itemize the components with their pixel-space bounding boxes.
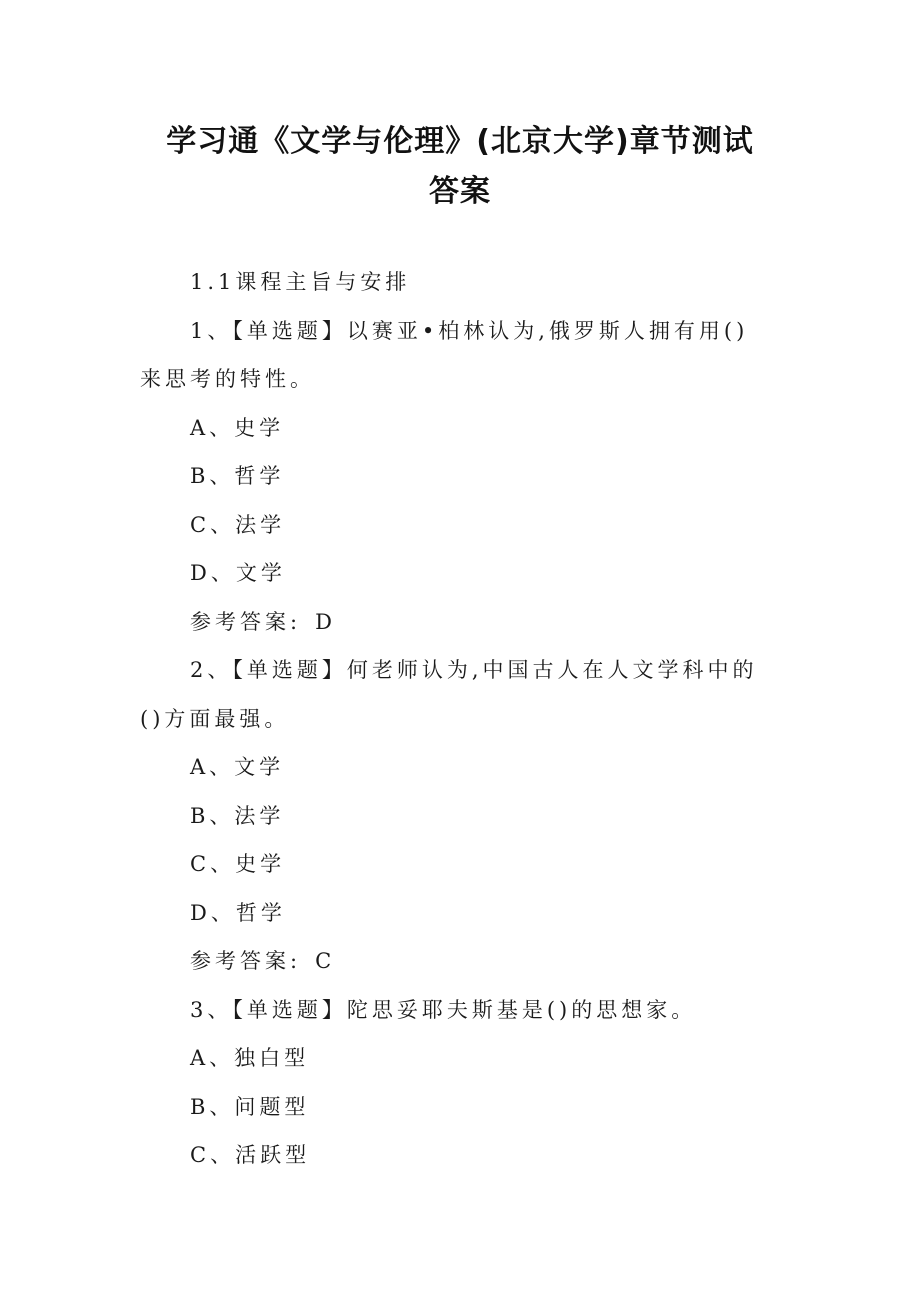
answer-label: 参考答案:: [190, 949, 302, 973]
answer-label: 参考答案:: [190, 609, 302, 634]
document-title-line-2: 答案: [429, 174, 491, 209]
question-2-option-d: D、哲学: [190, 900, 286, 925]
question-3-option-c: C、活跃型: [190, 1143, 311, 1167]
question-2-stem-line-1: 2、【单选题】何老师认为,中国古人在人文学科中的: [190, 658, 758, 682]
question-2-stem-line-2: ()方面最强。: [140, 706, 290, 731]
document-body: [140, 258, 790, 1180]
question-2-option-a: A、文学: [190, 755, 285, 779]
document-title-line-1: 学习通《文学与伦理》(北京大学)章节测试: [166, 124, 754, 159]
question-1-answer: [140, 598, 790, 647]
question-1-option-b: B、哲学: [190, 464, 285, 488]
question-1-option-a: A、史学: [190, 415, 285, 440]
question-1-stem-line-2: 来思考的特性。: [140, 367, 315, 391]
question-1-option-d: D、文学: [190, 561, 286, 585]
question-1-stem-line-1: 1、【单选题】以赛亚•柏林认为,俄罗斯人拥有用(): [190, 318, 749, 343]
question-3-option-a: A、独白型: [190, 1046, 310, 1070]
question-3-option-b: B、问题型: [190, 1094, 310, 1119]
section-heading: 1.1课程主旨与安排: [190, 270, 411, 294]
answer-value: D: [315, 609, 336, 634]
question-2-option-b: B、法学: [190, 803, 285, 828]
question-2-option-c: C、史学: [190, 852, 286, 876]
answer-value: C: [315, 949, 336, 973]
question-2-answer: [140, 937, 790, 986]
question-1-option-c: C、法学: [190, 512, 286, 537]
question-3-stem: 3、【单选题】陀思妥耶夫斯基是()的思想家。: [190, 997, 697, 1022]
